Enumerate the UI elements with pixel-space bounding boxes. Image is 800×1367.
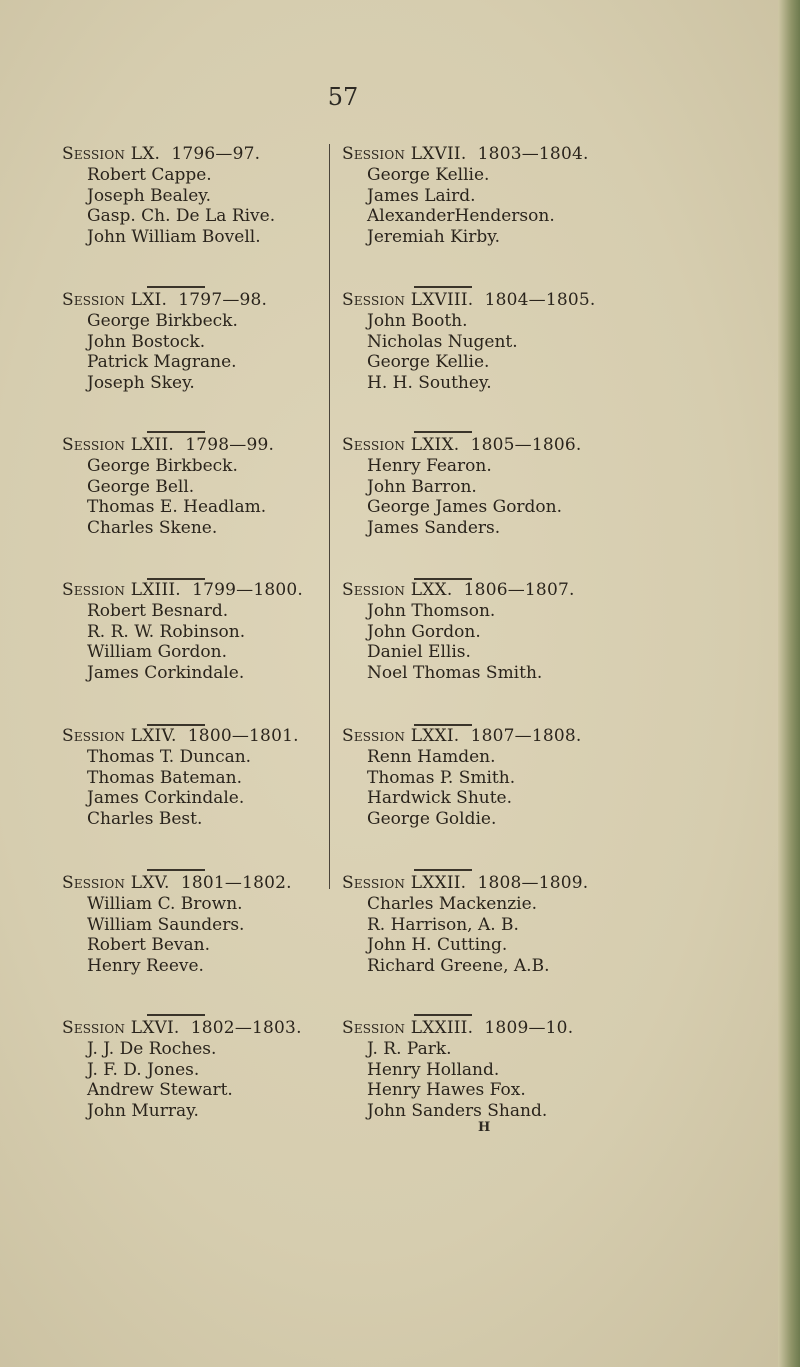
member-name: Thomas E. Headlam.: [87, 497, 267, 517]
member-name: R. R. W. Robinson.: [87, 621, 246, 642]
section-rule: [414, 286, 472, 288]
section-rule: [147, 1014, 205, 1016]
member-name: Gasp. Ch. De La Rive.: [87, 206, 276, 226]
member-name: William C. Brown.: [87, 894, 243, 914]
session-heading: [342, 435, 632, 456]
session-heading: [342, 290, 632, 311]
session-years: 1800—1801.: [187, 726, 299, 746]
page-number: 57: [327, 83, 359, 111]
member-name: AlexanderHenderson.: [367, 206, 555, 226]
member-name: George Bell.: [87, 476, 195, 497]
session-word: Session: [62, 144, 126, 164]
session-block: [62, 1018, 322, 1121]
member-name: George Kellie.: [367, 352, 490, 372]
session-years: 1802—1803.: [190, 1018, 302, 1038]
member-name: Jeremiah Kirby.: [367, 226, 501, 247]
session-block: [62, 144, 322, 247]
session-numeral: LXVI.: [130, 1018, 180, 1038]
session-numeral: LXI.: [130, 290, 168, 310]
session-word: Session: [62, 290, 126, 310]
member-name: R. Harrison, A. B.: [367, 914, 519, 935]
member-name: George Goldie.: [367, 808, 497, 829]
session-numeral: LXIV.: [130, 726, 177, 746]
member-name: John Sanders Shand.: [367, 1100, 548, 1121]
member-name: Henry Holland.: [367, 1059, 500, 1080]
member-name: George James Gordon.: [367, 497, 563, 517]
session-heading: [342, 580, 632, 601]
session-numeral: LXXII.: [410, 873, 467, 893]
name-list: [342, 311, 632, 393]
session-years: 1806—1807.: [463, 580, 575, 600]
member-name: Charles Mackenzie.: [367, 894, 538, 914]
session-word: Session: [62, 873, 126, 893]
member-name: H. H. Southey.: [367, 372, 492, 393]
session-block: [342, 580, 632, 683]
session-heading: [62, 1018, 322, 1039]
member-name: Patrick Magrane.: [87, 352, 237, 372]
session-years: 1809—10.: [484, 1018, 574, 1038]
member-name: Noel Thomas Smith.: [367, 662, 543, 683]
session-heading: [62, 873, 322, 894]
session-numeral: LXXI.: [410, 726, 460, 746]
signature-mark: H: [478, 1120, 491, 1135]
column-divider: [329, 144, 330, 889]
section-rule: [147, 431, 205, 433]
member-name: Joseph Skey.: [87, 372, 195, 393]
session-numeral: LXVII.: [410, 144, 467, 164]
section-rule: [414, 1014, 472, 1016]
name-list: [62, 456, 322, 538]
member-name: J. F. D. Jones.: [87, 1059, 200, 1080]
session-heading: [342, 726, 632, 747]
member-name: J. J. De Roches.: [87, 1039, 217, 1059]
session-heading: [62, 290, 322, 311]
session-block: [62, 290, 322, 393]
member-name: Henry Reeve.: [87, 955, 204, 976]
name-list: [342, 601, 632, 683]
member-name: John Booth.: [367, 311, 468, 331]
name-list: [62, 1039, 322, 1121]
session-heading: [342, 873, 632, 894]
session-word: Session: [62, 1018, 126, 1038]
member-name: Robert Bevan.: [87, 935, 210, 955]
session-block: [62, 435, 322, 538]
section-rule: [147, 869, 205, 871]
session-heading: [342, 144, 632, 165]
member-name: Daniel Ellis.: [367, 642, 471, 662]
member-name: Joseph Bealey.: [87, 185, 212, 206]
session-block: [342, 726, 632, 829]
member-name: James Sanders.: [367, 517, 501, 538]
name-list: [62, 165, 322, 247]
session-years: 1803—1804.: [477, 144, 589, 164]
member-name: Renn Hamden.: [367, 747, 496, 767]
session-heading: [342, 1018, 632, 1039]
section-rule: [147, 286, 205, 288]
member-name: John Murray.: [87, 1100, 199, 1121]
session-block: [342, 1018, 632, 1121]
member-name: Robert Cappe.: [87, 165, 212, 185]
session-numeral: LXII.: [130, 435, 174, 455]
member-name: George Kellie.: [367, 165, 490, 185]
session-word: Session: [342, 580, 406, 600]
member-name: Charles Skene.: [87, 517, 218, 538]
member-name: J. R. Park.: [367, 1039, 452, 1059]
session-block: [342, 290, 632, 393]
session-word: Session: [342, 726, 406, 746]
session-block: [62, 580, 322, 683]
session-years: 1804—1805.: [484, 290, 596, 310]
member-name: Andrew Stewart.: [87, 1080, 233, 1100]
session-block: [342, 144, 632, 247]
session-word: Session: [342, 1018, 406, 1038]
session-word: Session: [342, 873, 406, 893]
member-name: William Saunders.: [87, 914, 245, 935]
session-word: Session: [62, 726, 126, 746]
member-name: Henry Fearon.: [367, 456, 492, 476]
member-name: James Laird.: [367, 185, 476, 206]
member-name: Nicholas Nugent.: [367, 331, 518, 352]
member-name: James Corkindale.: [87, 662, 245, 683]
session-heading: [62, 435, 322, 456]
name-list: [62, 601, 322, 683]
session-years: 1796—97.: [171, 144, 261, 164]
session-years: 1799—1800.: [192, 580, 304, 600]
name-list: [342, 1039, 632, 1121]
session-block: [342, 435, 632, 538]
session-numeral: LXIII.: [130, 580, 181, 600]
session-block: [62, 726, 322, 829]
session-years: 1808—1809.: [477, 873, 589, 893]
member-name: John William Bovell.: [87, 226, 261, 247]
session-word: Session: [342, 435, 406, 455]
name-list: [62, 747, 322, 829]
session-heading: [62, 726, 322, 747]
session-word: Session: [62, 435, 126, 455]
session-word: Session: [62, 580, 126, 600]
session-numeral: LXV.: [130, 873, 170, 893]
session-years: 1801—1802.: [180, 873, 292, 893]
session-years: 1797—98.: [178, 290, 268, 310]
member-name: John H. Cutting.: [367, 935, 508, 955]
name-list: [62, 311, 322, 393]
session-word: Session: [342, 290, 406, 310]
member-name: Robert Besnard.: [87, 601, 229, 621]
session-block: [342, 873, 632, 976]
member-name: George Birkbeck.: [87, 311, 238, 331]
member-name: George Birkbeck.: [87, 456, 238, 476]
member-name: John Gordon.: [367, 621, 481, 642]
session-years: 1807—1808.: [470, 726, 582, 746]
name-list: [342, 747, 632, 829]
member-name: Charles Best.: [87, 808, 203, 829]
session-heading: [62, 580, 322, 601]
member-name: Richard Greene, A.B.: [367, 955, 550, 976]
member-name: Thomas T. Duncan.: [87, 747, 252, 767]
name-list: [342, 165, 632, 247]
session-numeral: LX.: [130, 144, 161, 164]
session-heading: [62, 144, 322, 165]
session-numeral: LXXIII.: [410, 1018, 474, 1038]
section-rule: [414, 869, 472, 871]
member-name: Thomas Bateman.: [87, 767, 243, 788]
member-name: Henry Hawes Fox.: [367, 1080, 526, 1100]
section-rule: [414, 431, 472, 433]
member-name: James Corkindale.: [87, 788, 245, 808]
session-numeral: LXVIII.: [410, 290, 474, 310]
member-name: Thomas P. Smith.: [367, 767, 516, 788]
name-list: [342, 456, 632, 538]
member-name: Hardwick Shute.: [367, 788, 513, 808]
member-name: John Bostock.: [87, 331, 206, 352]
name-list: [62, 894, 322, 976]
session-block: [62, 873, 322, 976]
session-years: 1798—99.: [185, 435, 275, 455]
name-list: [342, 894, 632, 976]
member-name: John Thomson.: [367, 601, 496, 621]
member-name: William Gordon.: [87, 642, 227, 662]
page-edge: [778, 0, 800, 1367]
session-years: 1805—1806.: [470, 435, 582, 455]
session-word: Session: [342, 144, 406, 164]
session-numeral: LXIX.: [410, 435, 460, 455]
member-name: John Barron.: [367, 476, 477, 497]
session-numeral: LXX.: [410, 580, 453, 600]
